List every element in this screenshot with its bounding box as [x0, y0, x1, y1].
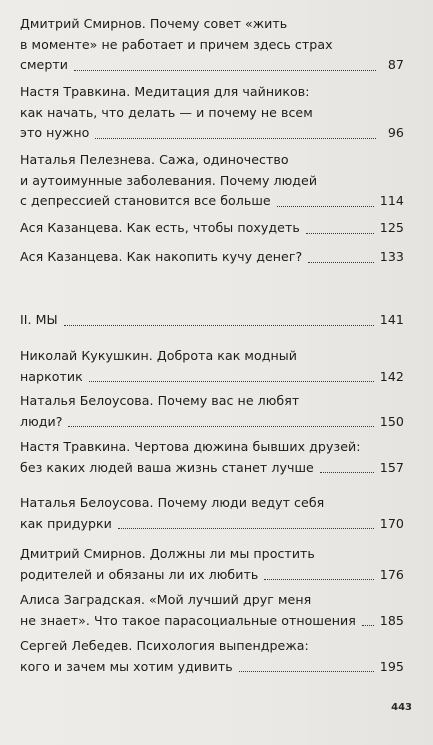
page-number: 150 — [379, 413, 404, 429]
toc-entry-line: и аутоимунные заболевания. Почему людей — [20, 172, 318, 188]
dot-leader — [95, 137, 376, 139]
page-number: 125 — [379, 220, 404, 235]
toc-entry-line: Ася Казанцева. Как есть, чтобы похудеть — [20, 220, 300, 235]
page-number: 114 — [379, 193, 404, 208]
toc-entry — [20, 437, 404, 478]
dot-leader — [239, 670, 374, 672]
dot-leader — [264, 578, 373, 580]
dot-leader — [320, 471, 374, 473]
dot-leader — [277, 205, 374, 207]
section-heading — [20, 310, 404, 331]
dot-leader — [308, 261, 374, 263]
toc-entry-line: Сергей Лебедев. Психология выпендрежа: — [20, 638, 309, 653]
dot-leader — [68, 425, 373, 427]
toc-entry-line: люди? — [20, 413, 63, 429]
toc-entry-line: Настя Травкина. Медитация для чайников: — [20, 84, 310, 99]
page-number: 157 — [379, 459, 404, 475]
toc-entry-line: в моменте» не работает и причем здесь страх — [20, 36, 333, 52]
toc-entry — [20, 150, 404, 212]
dot-leader — [118, 527, 374, 529]
toc-entry-line: Николай Кукушкин. Доброта как модный — [20, 348, 298, 363]
dot-leader — [306, 232, 374, 234]
page-number: 141 — [379, 312, 404, 327]
folio-page-number: 443 — [391, 702, 412, 713]
page-number: 170 — [379, 515, 404, 531]
page-number: 133 — [379, 249, 404, 264]
toc-entry-line: Наталья Белоусова. Почему вас не любят — [20, 393, 300, 408]
toc-entry-line: родителей и обязаны ли их любить — [20, 566, 259, 582]
toc-entry-line: Наталья Белоусова. Почему люди ведут себя — [20, 495, 325, 510]
toc-entry — [20, 544, 404, 585]
toc-entry — [20, 493, 404, 534]
toc-entry-line: Наталья Пелезнева. Сажа, одиночество — [20, 152, 289, 167]
page-number: 87 — [387, 57, 404, 72]
dot-leader — [362, 624, 374, 626]
toc-entry — [20, 590, 404, 631]
toc-entry-line: это нужно — [20, 125, 90, 140]
dot-leader — [64, 324, 374, 326]
dot-leader — [74, 69, 376, 71]
page-number: 176 — [379, 566, 404, 582]
page-number: 185 — [379, 612, 404, 628]
section-title: II. МЫ — [20, 312, 58, 327]
toc-entry — [20, 636, 404, 677]
page-number: 195 — [379, 658, 404, 674]
toc-entry-line: смерти — [20, 57, 68, 72]
toc-entry-line: как придурки — [20, 515, 112, 531]
toc-entry — [20, 391, 404, 432]
toc-entry-line: Алиса Заградская. «Мой лучший друг меня — [20, 592, 312, 607]
toc-entry-line: наркотик — [20, 368, 83, 384]
toc-entry — [20, 218, 404, 239]
toc-entry-line: Дмитрий Смирнов. Почему совет «жить — [20, 16, 288, 31]
toc-entry-line: Настя Травкина. Чертова дюжина бывших друзей: — [20, 439, 361, 454]
toc-entry-line: как начать, что делать — и почему не всем — [20, 104, 313, 120]
page-number: 142 — [379, 368, 404, 384]
toc-entry-line: Дмитрий Смирнов. Должны ли мы простить — [20, 546, 315, 561]
page-number: 96 — [387, 125, 404, 140]
toc-entry — [20, 14, 404, 76]
toc-entry — [20, 82, 404, 144]
toc-entry-line: кого и зачем мы хотим удивить — [20, 658, 233, 674]
dot-leader — [89, 380, 374, 382]
toc-entry-line: Ася Казанцева. Как накопить кучу денег? — [20, 249, 303, 264]
toc-entry-line: без каких людей ваша жизнь станет лучше — [20, 459, 314, 475]
toc-entry — [20, 247, 404, 268]
toc-entry-line: не знает». Что такое парасоциальные отношения — [20, 612, 356, 628]
toc-entry-line: с депрессией становится все больше — [20, 193, 271, 208]
toc-entry — [20, 346, 404, 387]
